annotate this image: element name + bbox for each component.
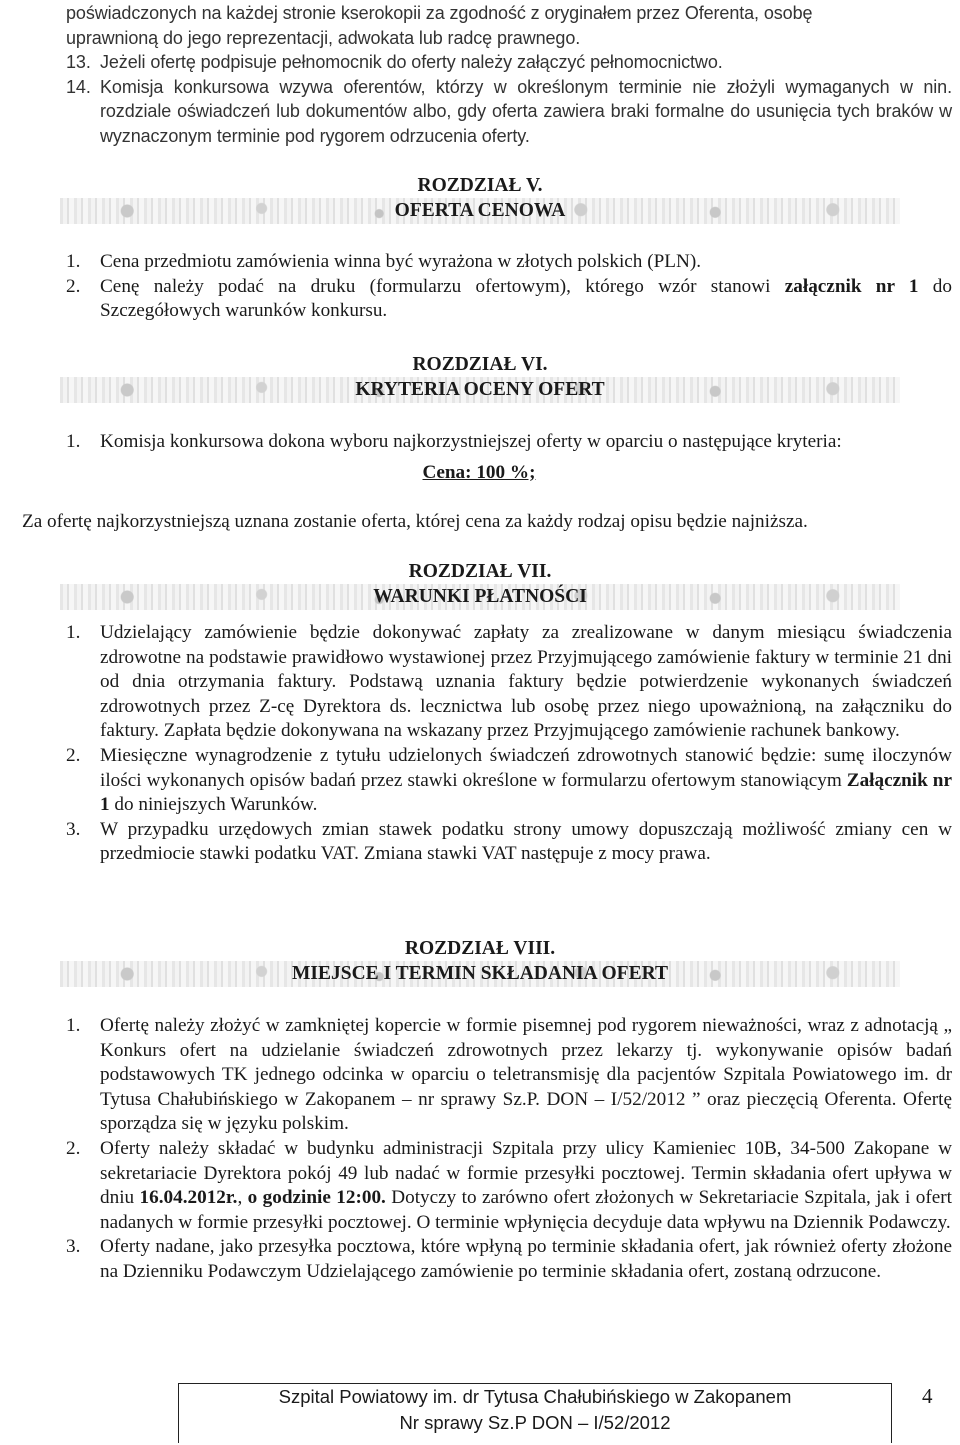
chapter-5-list (66, 250, 952, 324)
chapter-heading-7 (0, 560, 960, 610)
list-item (66, 275, 952, 324)
list-item (66, 250, 952, 275)
list-text: Komisja konkursowa wzywa oferentów, którzy w określonym terminie nie złożyli wymaganych w nin. rozdziale oświadczeń lub dokumentów albo, gdy oferta zawiera braki formalne do usunięcia tych braków w wyznaczonym terminie pod rygorem odrzucenia oferty. (100, 76, 952, 146)
list-item (66, 1235, 952, 1284)
list-number: 13. (66, 52, 91, 73)
criteria-label: Cena: 100 %; (422, 461, 536, 483)
criteria-note: Za ofertę najkorzystniejszą uznana zostanie oferta, której cena za każdy rodzaj opisu będzie najniższa. (22, 511, 808, 532)
chapter-number: ROZDZIAŁ VII. (408, 561, 552, 582)
chapter-title: KRYTERIA OCENY OFERT (355, 379, 605, 400)
deadline-time: o godzinie 12:00. (247, 1187, 386, 1209)
chapter-heading-8 (0, 937, 960, 987)
chapter-title-band (60, 377, 900, 403)
chapter-title-band (60, 584, 900, 610)
list-text: Oferty nadane, jako przesyłka pocztowa, które wpłyną po terminie składania ofert, jak również oferty złożone na Dzienniku Podawczym Udzielającego zamówienie po terminie składania ofert, zostaną odrzucone. (100, 1236, 952, 1282)
list-text: Cena przedmiotu zamówienia winna być wyrażona w złotych polskich (PLN). (100, 251, 702, 272)
footer-hospital-name: Szpital Powiatowy im. dr Tytusa Chałubińskiego w Zakopanem (278, 1386, 792, 1407)
list-number: 2. (66, 275, 81, 297)
chapter-heading-5 (0, 174, 960, 224)
chapter-title: MIEJSCE I TERMIN SKŁADANIA OFERT (291, 963, 669, 984)
list-item (66, 1014, 952, 1137)
list-text-after: Dotyczy to zarówno ofert złożonych w Sekretariacie Szpitala, jak i ofert nadanych w formie przesyłki pocztowej. O terminie wpłynięcia decyduje data wpływu na Dziennik Podawczy. (100, 1187, 952, 1233)
list-number: 3. (66, 818, 81, 840)
chapter-7-list (66, 621, 952, 867)
list-number: 3. (66, 1236, 81, 1258)
chapter-6-list (66, 430, 952, 485)
list-item-13 (66, 50, 952, 75)
chapter-heading-6 (0, 353, 960, 403)
chapter-8-list (66, 1014, 952, 1285)
footer-case-number: Nr sprawy Sz.P DON – I/52/2012 (399, 1412, 671, 1433)
list-item-14 (66, 75, 952, 149)
list-text-after: do niniejszych Warunków. (109, 794, 318, 816)
list-text: Ofertę należy złożyć w zamkniętej kopercie w formie pisemnej pod rygorem nieważności, wraz z adnotacją „ Konkurs ofert na udzielanie świadczeń zdrowotnych przez lekarzy tj. wykonywanie opisów badań podstawowych TK jednego odcinka w oparciu o teletransmisję dla pacjentów Szpitala Powiatowego im. dr Tytusa Chałubińskiego w Zakopanem – nr sprawy Sz.P. DON – I/52/2012 ” oraz pieczęcią Oferenta. Ofertę sporządza się w języku polskim. (100, 1015, 952, 1135)
list-bold-text: Załącznik nr 1 (100, 769, 952, 816)
list-number: 1. (66, 431, 81, 452)
page-number: 4 (922, 1384, 933, 1408)
chapter-number: ROZDZIAŁ V. (417, 175, 543, 196)
list-text-mid: , (237, 1187, 248, 1209)
list-number: 2. (66, 744, 81, 766)
list-item (66, 818, 952, 867)
list-bold-text: załącznik nr 1 (784, 275, 919, 297)
intro-continuation (66, 1, 952, 50)
chapter-title-band (60, 198, 900, 224)
list-number: 14. (66, 76, 91, 97)
chapter-number: ROZDZIAŁ VI. (412, 354, 548, 375)
list-text: Jeżeli ofertę podpisuje pełnomocnik do oferty należy załączyć pełnomocnictwo. (100, 52, 723, 73)
intro-line-2: uprawnioną do jego reprezentacji, adwokata lub radcę prawnego. (66, 27, 581, 48)
page-footer (178, 1383, 892, 1443)
chapter-number: ROZDZIAŁ VIII. (404, 938, 556, 959)
list-item (66, 1137, 952, 1235)
list-text: Miesięczne wynagrodzenie z tytułu udzielonych świadczeń zdrowotnych stanowić będzie: sumę iloczynów ilości wykonanych opisów badań przez stawki określone w formularzu ofertowym stanowiącym (100, 744, 952, 791)
deadline-date: 16.04.2012r. (139, 1187, 238, 1209)
list-text: Oferty należy składać w budynku administracji Szpitala przy ulicy Kamieniec 10B, 34-500 Zakopane w sekretariacie Dyrektora pokój 49 lub nadać w formie przesyłki pocztowej. Termin składania ofert upływa w dniu (100, 1137, 952, 1209)
list-item (66, 430, 952, 455)
intro-section (66, 1, 952, 149)
list-number: 2. (66, 1137, 81, 1159)
list-text: Komisja konkursowa dokona wyboru najkorzystniejszej oferty w oparciu o następujące kryteria: (100, 431, 842, 452)
intro-line-1: poświadczonych na każdej stronie kserokopii za zgodność z oryginałem przez Oferenta, osobę (66, 3, 813, 23)
chapter-title-band (60, 961, 900, 987)
list-text-after: do Szczegółowych warunków konkursu. (100, 275, 952, 322)
chapter-title: WARUNKI PŁATNOŚCI (373, 586, 587, 607)
chapter-title: OFERTA CENOWA (394, 200, 566, 221)
list-text: Cenę należy podać na druku (formularzu ofertowym), którego wzór stanowi (100, 275, 785, 297)
list-text: W przypadku urzędowych zmian stawek podatku strony umowy dopuszczają możliwość zmiany cen w przedmiocie stawki podatku VAT. Zmiana stawki VAT następuje z mocy prawa. (100, 818, 952, 865)
list-number: 1. (66, 1015, 81, 1036)
list-text: Udzielający zamówienie będzie dokonywać zapłaty za zrealizowane w danym miesiącu świadczenia zdrowotne na podstawie prawidłowo wystawionej przez Przyjmującego zamówienie faktury w terminie 21 dni od dnia otrzymania faktury. Podstawą uznania faktury będzie potwierdzenie wykonanych świadczeń zdrowotnych przez Z-cę Dyrektora ds. lecznictwa lub osobę przez niego upoważnioną, na załączniku do faktury. Zapłata będzie dokonywana na wskazany przez Przyjmującego zamówienie rachunek bankowy. (100, 622, 952, 742)
list-number: 1. (66, 622, 81, 643)
list-item (66, 744, 952, 818)
list-number: 1. (66, 251, 81, 272)
list-item (66, 621, 952, 744)
